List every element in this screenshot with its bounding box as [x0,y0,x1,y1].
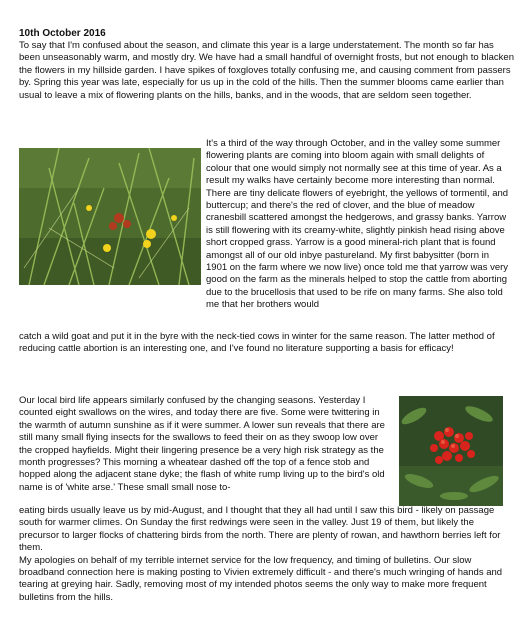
paragraph-intro: To say that I'm confused about the season, and climate this year is a large understatement. The month so far has been unseasonably warm, and mostly dry. We have had a small handful of overnight frosts, but not enough to blacken the flowers in my hillside garden. I have spikes of foxgloves totally confusing me, and causing comment from passers by. Spring this year was late, especially for us up in the cold of the hills. Then the summer blooms came earlier than usual to leave a mix of flowering plants on the hills, banks, and in the woods, that are seldom seen together. [19,40,514,101]
paragraph-flowers: It's a third of the way through October, and in the valley some summer flowering plants are coming into bloom again with small delights of colour that one would simply not normally see at this time of year. As a result my walks have certainly become more interesting than normal. There are tiny delicate flowers of eyebright, the yellows of tormentil, and buttercup; and there's the red of clover, and the blue of meadow cranesbill scattered amongst the hedgerows, and grassy banks. Yarrow is still flowering with its creamy-white, slightly pinkish head rising above short cropped grass. Yarrow is a good mineral-rich plant that is found amongst all of our old inbye pastureland. My first babysitter (born in 1901 on the farm where we now live) once told me that yarrow was very good on the farm as the minerals helped to stop the cattle from aborting due to the brucellosis that used to be rife on many farms. She also told me that her brothers would [206,138,509,311]
paragraph-birds-continued-text: eating birds usually leave us by mid-August, and I thought that they all had until I saw this bird - likely on passage south for warmer climes. On Sunday the first redwings were seen in the valley. Just 19 of them, but likely the precursor to larger flocks of chattering birds from the north. There are plenty of rowan, and hawthorn berries left for them. [19,505,501,554]
post-date: 10th October 2016 [19,28,106,39]
paragraph-flowers-continued: catch a wild goat and put it in the byre with the neck-tied cows in winter for the same reason. The latter method of reducing cattle abortion is an interesting one, and I've found no literature supporting a basis for efficacy! [19,331,495,355]
paragraph-apology: My apologies on behalf of my terrible internet service for the low frequency, and timing of bulletins. Our slow broadband connection here is making posting to Vivien extremely difficult - and there's much wringing of hands and tearing at greying hair. Sadly, removing most of my intended photos seems the only way to make more frequent bulletins from the hills. [19,554,503,603]
berries-photo [399,396,503,506]
paragraph-birds: Our local bird life appears similarly confused by the changing seasons. Yesterday I counted eight swallows on the wires, and today there are five. Some were twittering in the warmth of autumn sunshine as if it were summer. A lower sun reveals that there are still many small flying insects for the swallows to feed their on as they swoop low over the cropped hayfields. Might their lingering presence be a very high risk strategy as the month progresses? This morning a wheatear dashed off the top of a fence stob and hopped along the adjacent stane dyke; the flash of white rump living up to the bird's old name is of 'white arse.' These small small nose to- [19,395,385,493]
paragraph-birds-continued [19,505,515,604]
flowers-photo [19,148,201,285]
